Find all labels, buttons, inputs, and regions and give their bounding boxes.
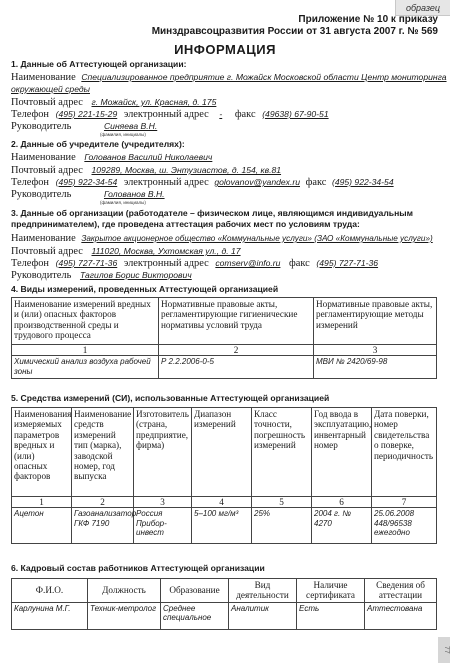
- s3-name-row: [11, 233, 436, 245]
- s2-head-caption: (фамилия, инициалы): [100, 200, 146, 205]
- table-cell: Р 2.2.2006-0-5: [159, 356, 314, 379]
- table-header-cell: Образование: [161, 579, 229, 603]
- table-header-cell: Должность: [88, 579, 161, 603]
- s3-email-label: электронный адрес: [123, 258, 209, 269]
- table-header-cell: Наименования измеряемых параметров вредных и (или) опасных факторов: [12, 408, 72, 497]
- page-edge-mark: 77: [438, 637, 450, 663]
- table-cell: Карлунина М.Г.: [12, 602, 88, 629]
- table-header-cell: Нормативные правовые акты, регламентирующие методы измерений: [314, 298, 437, 345]
- table-number-row: [12, 345, 437, 356]
- table-cell: 2004 г. № 4270: [312, 508, 372, 544]
- s1-name-row-2: [11, 83, 436, 96]
- s2-address-label: Почтовый адрес: [11, 165, 83, 176]
- section-2-heading: 2. Данные об учредителе (учредителях):: [11, 139, 185, 149]
- s1-name-label: Наименование: [11, 72, 76, 83]
- instruments-table: [11, 407, 437, 544]
- s1-address-label: Почтовый адрес: [11, 97, 83, 108]
- column-number: 1: [12, 497, 72, 508]
- table-cell: 25.06.2008 448/96538 ежегодно: [372, 508, 437, 544]
- table-cell: Россия Прибор-инвест: [134, 508, 192, 544]
- s3-address-value: 111020, Москва, Ухтомская ул., д. 17: [91, 246, 241, 256]
- table-header-cell: Дата поверки, номер свидетельства о поверке, периодичность: [372, 408, 437, 497]
- table-header-cell: Наименование измерений вредных и (или) опасных факторов производственной среды и трудового процесса: [12, 298, 159, 345]
- column-number: 6: [312, 497, 372, 508]
- section-5-heading: 5. Средства измерений (СИ), использованные Аттестующей организацией: [11, 393, 330, 403]
- column-number: 4: [192, 497, 252, 508]
- s3-phone-value: (495) 727-71-36: [55, 258, 118, 268]
- table-cell: Аттестована: [365, 602, 437, 629]
- s1-fax-value: (49638) 67-90-51: [262, 109, 329, 119]
- table-cell: 5–100 мг/м³: [192, 508, 252, 544]
- table-cell: Газоанализатор ГКФ 7190: [72, 508, 134, 544]
- table-header-cell: Наименование средств измерений тип (марка), заводской номер, год выпуска: [72, 408, 134, 497]
- table-header-cell: Нормативные правовые акты, регламентирующие гигиенические нормативы условий труда: [159, 298, 314, 345]
- column-number: 3: [134, 497, 192, 508]
- table-cell: Аналитик: [229, 602, 297, 629]
- s2-head-value: Голованов В.Н.: [103, 189, 165, 199]
- s1-fax-label: факс: [234, 109, 256, 120]
- table-row: [12, 602, 437, 629]
- s3-address-label: Почтовый адрес: [11, 246, 83, 257]
- annex-line-1: Приложение № 10 к приказу: [298, 14, 438, 25]
- section-1-heading: 1. Данные об Аттестующей организации:: [11, 59, 187, 69]
- table-cell: Ацетон: [12, 508, 72, 544]
- table-header-row: [12, 579, 437, 603]
- s2-head-row: [11, 188, 436, 201]
- s3-phone-label: Телефон: [11, 258, 49, 269]
- s2-fax-label: факс: [305, 177, 327, 188]
- table-header-row: [12, 298, 437, 345]
- table-header-cell: Класс точности, погрешность измерений: [252, 408, 312, 497]
- s1-name-value-2: окружающей среды: [11, 84, 90, 94]
- s3-head-label: Руководитель: [11, 270, 72, 281]
- column-number: 7: [372, 497, 437, 508]
- s1-head-label: Руководитель: [11, 121, 72, 132]
- table-header-cell: Диапазон измерений: [192, 408, 252, 497]
- table-cell: Есть: [297, 602, 365, 629]
- s2-phone-label: Телефон: [11, 177, 49, 188]
- table-cell: Химический анализ воздуха рабочей зоны: [12, 356, 159, 379]
- annex-line-2: Минздравсоцразвития России от 31 августа 2007 г. № 569: [151, 26, 438, 37]
- s2-head-label: Руководитель: [11, 189, 72, 200]
- table-cell: МВИ № 2420/69-98: [314, 356, 437, 379]
- s3-fax-label: факс: [289, 258, 310, 269]
- s2-name-row: [11, 151, 436, 164]
- s2-address-value: 109289, Москва, ш. Энтузиастов, д. 154, кв.81: [91, 165, 282, 175]
- table-header-row: [12, 408, 437, 497]
- table-row: [12, 508, 437, 544]
- column-number: 2: [159, 345, 314, 356]
- staff-table: [11, 578, 437, 630]
- s3-email-value: comserv@info.ru: [215, 258, 281, 268]
- table-header-cell: Сведения об аттестации: [365, 579, 437, 603]
- measurements-table: [11, 297, 437, 379]
- table-cell: Среднее специальное: [161, 602, 229, 629]
- s2-name-label: Наименование: [11, 152, 76, 163]
- table-cell: Техник-метролог: [88, 602, 161, 629]
- table-row: [12, 356, 437, 379]
- table-cell: 25%: [252, 508, 312, 544]
- section-6-heading: 6. Кадровый состав работников Аттестующей организации: [11, 563, 265, 573]
- s3-name-value: Закрытое акционерное общество «Коммунальные услуги» (ЗАО «Коммунальные услуги»): [81, 234, 433, 243]
- column-number: 5: [252, 497, 312, 508]
- s1-head-value: Синяева В.Н.: [103, 121, 158, 131]
- s2-email-label: электронный адрес: [123, 177, 209, 188]
- s2-email-value: golovanov@yandex.ru: [214, 177, 300, 187]
- sample-label: образец: [395, 0, 450, 16]
- table-header-cell: Наличие сертификата: [297, 579, 365, 603]
- s1-email-value: -: [219, 109, 223, 119]
- s1-head-caption: (фамилия, инициалы): [100, 132, 146, 137]
- annex-reference: [152, 14, 438, 38]
- s3-head-value: Тагилов Борис Викторович: [79, 270, 192, 280]
- s2-phone-value: (495) 922-34-54: [55, 177, 118, 187]
- column-number: 1: [12, 345, 159, 356]
- section-3-heading: 3. Данные об организации (работодателе – физическом лице, являющимся индивидуальным предпринимателем), где проведена аттестация рабочих мест по условиям труда:: [11, 208, 413, 229]
- s3-name-label: Наименование: [11, 233, 76, 244]
- table-header-cell: Изготовитель (страна, предприятие, фирма): [134, 408, 192, 497]
- s1-phone-value: (495) 221-15-29: [55, 109, 118, 119]
- s1-address-value: г. Можайск, ул. Красная, д. 175: [91, 97, 217, 107]
- table-number-row: [12, 497, 437, 508]
- column-number: 3: [314, 345, 437, 356]
- table-header-cell: Ф.И.О.: [12, 579, 88, 603]
- table-header-cell: Вид деятельности: [229, 579, 297, 603]
- column-number: 2: [72, 497, 134, 508]
- document-title: ИНФОРМАЦИЯ: [174, 42, 276, 57]
- table-header-cell: Год ввода в эксплуатацию, инвентарный номер: [312, 408, 372, 497]
- s1-phone-label: Телефон: [11, 109, 49, 120]
- s1-head-row: [11, 120, 436, 133]
- s3-head-row: [11, 269, 436, 282]
- section-4-heading: 4. Виды измерений, проведенных Аттестующей организацией: [11, 284, 279, 294]
- s3-fax-value: (495) 727-71-36: [316, 258, 379, 268]
- s1-email-label: электронный адрес: [123, 109, 209, 120]
- s2-name-value: Голованов Василий Николаевич: [84, 152, 213, 162]
- s1-name-value: Специализированное предприятие г. Можайск Московской области Центр мониторинга: [81, 72, 447, 82]
- s2-fax-value: (495) 922-34-54: [331, 177, 394, 187]
